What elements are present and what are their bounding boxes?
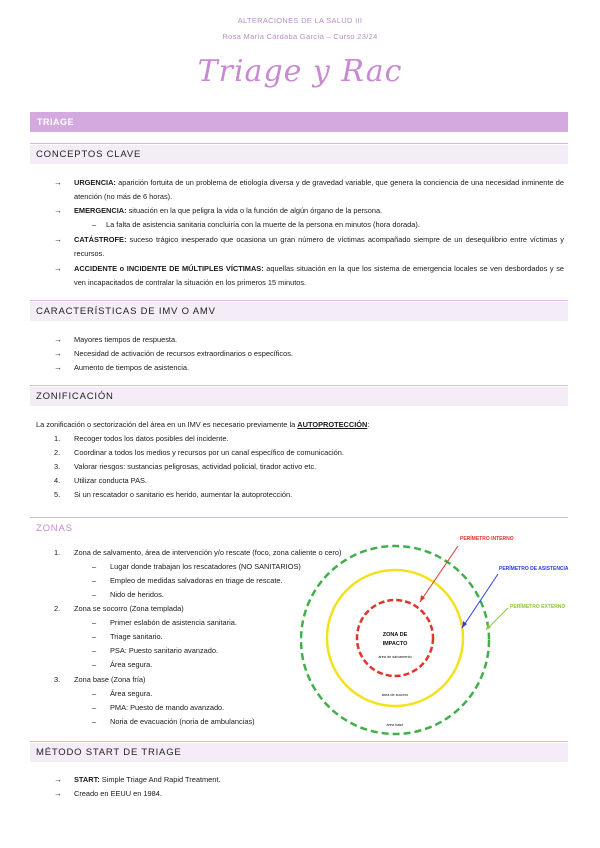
sub-list-item: – Nido de heridos. [92, 590, 164, 599]
list-item: → START: Simple Triage And Rapid Treatment. [54, 773, 564, 787]
arrow-icon: → [54, 363, 62, 372]
page-title: Triage y Rac [197, 54, 403, 89]
numbered-item: 3. Zona base (Zona fría) [54, 675, 146, 684]
section-divider [30, 300, 568, 301]
sub-list-item: – Noria de evacuación (noria de ambulancias) [92, 717, 255, 726]
label-perimetro-asistencia: PERÍMETRO DE ASISTENCIA [499, 566, 569, 572]
list-item: → ACCIDENTE o INCIDENTE DE MÚLTIPLES VÍCTIMAS: aquellas situación en la que los sistema de emergencia locales se ven desbordados y se ven incapacitados de contralar la situación en los primeros 15 minutos. [54, 264, 565, 287]
arrow-interno [420, 546, 458, 602]
list-item: → CATÁSTROFE: suceso trágico inesperado que ocasiona un gran número de víctimas acompañado siempre de un desequilibrio entre víctimas y recursos. [54, 235, 564, 258]
numbered-item: 1. Recoger todos los datos posibles del incidente. [54, 434, 229, 443]
arrow-icon: → [54, 235, 62, 244]
numbered-item: 4. Utilizar conducta PAS. [54, 476, 147, 485]
zonificacion-intro: La zonificación o sectorización del área en un IMV es necesario previamente la AUTOPROTECCIÓN: [36, 420, 370, 429]
list-item: → Creado en EEUU en 1984. [54, 787, 564, 801]
arrow-icon: → [54, 178, 62, 187]
section-heading-start: MÉTODO START DE TRIAGE [30, 743, 568, 762]
section-divider [30, 143, 568, 144]
arrow-icon: → [54, 335, 62, 344]
sub-list-item: – Triage sanitario. [92, 632, 163, 641]
middle-circle [327, 570, 463, 706]
section-heading-conceptos: CONCEPTOS CLAVE [30, 145, 568, 164]
course-header: ALTERACIONES DE LA SALUD III [237, 16, 363, 25]
numbered-item: 3. Valorar riesgos: sustancias peligrosas, actividad policial, tirador activo etc. [54, 462, 317, 471]
section-heading-zonas: ZONAS [30, 517, 568, 536]
outer-zone-label: área base [386, 723, 404, 727]
sub-list-item: – Área segura. [92, 689, 153, 698]
sub-list-item: – Empleo de medidas salvadoras en triage de rescate. [92, 576, 283, 585]
inner-zone-sub: área de salvamento [378, 655, 412, 659]
section-heading-caracteristicas: CARACTERÍSTICAS DE IMV O AMV [30, 302, 568, 321]
arrow-asistencia [462, 574, 498, 628]
list-item: → EMERGENCIA: situación en la que peligra la vida o la función de algún órgano de la persona. [54, 204, 564, 218]
arrow-icon: → [54, 206, 62, 215]
middle-zone-label: área de socorro [381, 693, 409, 697]
list-item: → URGENCIA: aparición fortuita de un problema de etiología diversa y de gravedad variable, que genera la conciencia de una necesidad inminente de atención (no más de 6 horas). [54, 178, 564, 201]
list-item: → Necesidad de activación de recursos extraordinarios o específicos. [54, 347, 564, 361]
list-item: → Mayores tiempos de respuesta. [54, 333, 564, 347]
sub-list-item: – Primer eslabón de asistencia sanitaria. [92, 618, 237, 627]
arrow-icon: → [54, 789, 62, 798]
author-header: Rosa María Cárdaba García – Curso 23/24 [222, 32, 378, 41]
arrow-icon: → [54, 349, 62, 358]
section-divider [30, 741, 568, 742]
sub-list-item: – PMA: Puesto de mando avanzado. [92, 703, 225, 712]
label-perimetro-externo: PERÍMETRO EXTERNO [510, 604, 566, 610]
sub-list-item: – PSA: Puesto sanitario avanzado. [92, 646, 219, 655]
section-divider [30, 385, 568, 386]
inner-circle [357, 600, 433, 676]
autoproteccion-highlight: AUTOPROTECCIÓN [297, 420, 368, 429]
numbered-item: 5. Si un rescatador o sanitario es herido, aumentar la autoprotección. [54, 490, 293, 499]
numbered-item: 1. Zona de salvamento, área de intervención y/o rescate (foco, zona caliente o cero) [54, 548, 342, 557]
arrow-icon: → [54, 264, 62, 273]
numbered-item: 2. Zona se socorro (Zona templada) [54, 604, 184, 613]
label-perimetro-interno: PERÍMETRO INTERNO [460, 536, 514, 542]
arrow-icon: → [54, 775, 62, 784]
numbered-item: 2. Coordinar a todos los medios y recursos por un canal específico de comunicación. [54, 448, 344, 457]
section-band-triage: TRIAGE [30, 112, 568, 132]
section-heading-zonificacion: ZONIFICACIÓN [30, 387, 568, 406]
sub-list-item: – Lugar donde trabajan los rescatadores (NO SANITARIOS) [92, 562, 301, 571]
sub-list-item: – La falta de asistencia sanitaria concluiría con la muerte de la persona en minutos (hora dorada). [92, 218, 562, 232]
list-item: → Aumento de tiempos de asistencia. [54, 361, 564, 375]
zones-diagram [300, 520, 590, 740]
sub-list-item: – Área segura. [92, 660, 153, 669]
dash-icon: – [92, 220, 97, 229]
inner-zone-label: ZONA DE IMPACTO [382, 632, 408, 647]
